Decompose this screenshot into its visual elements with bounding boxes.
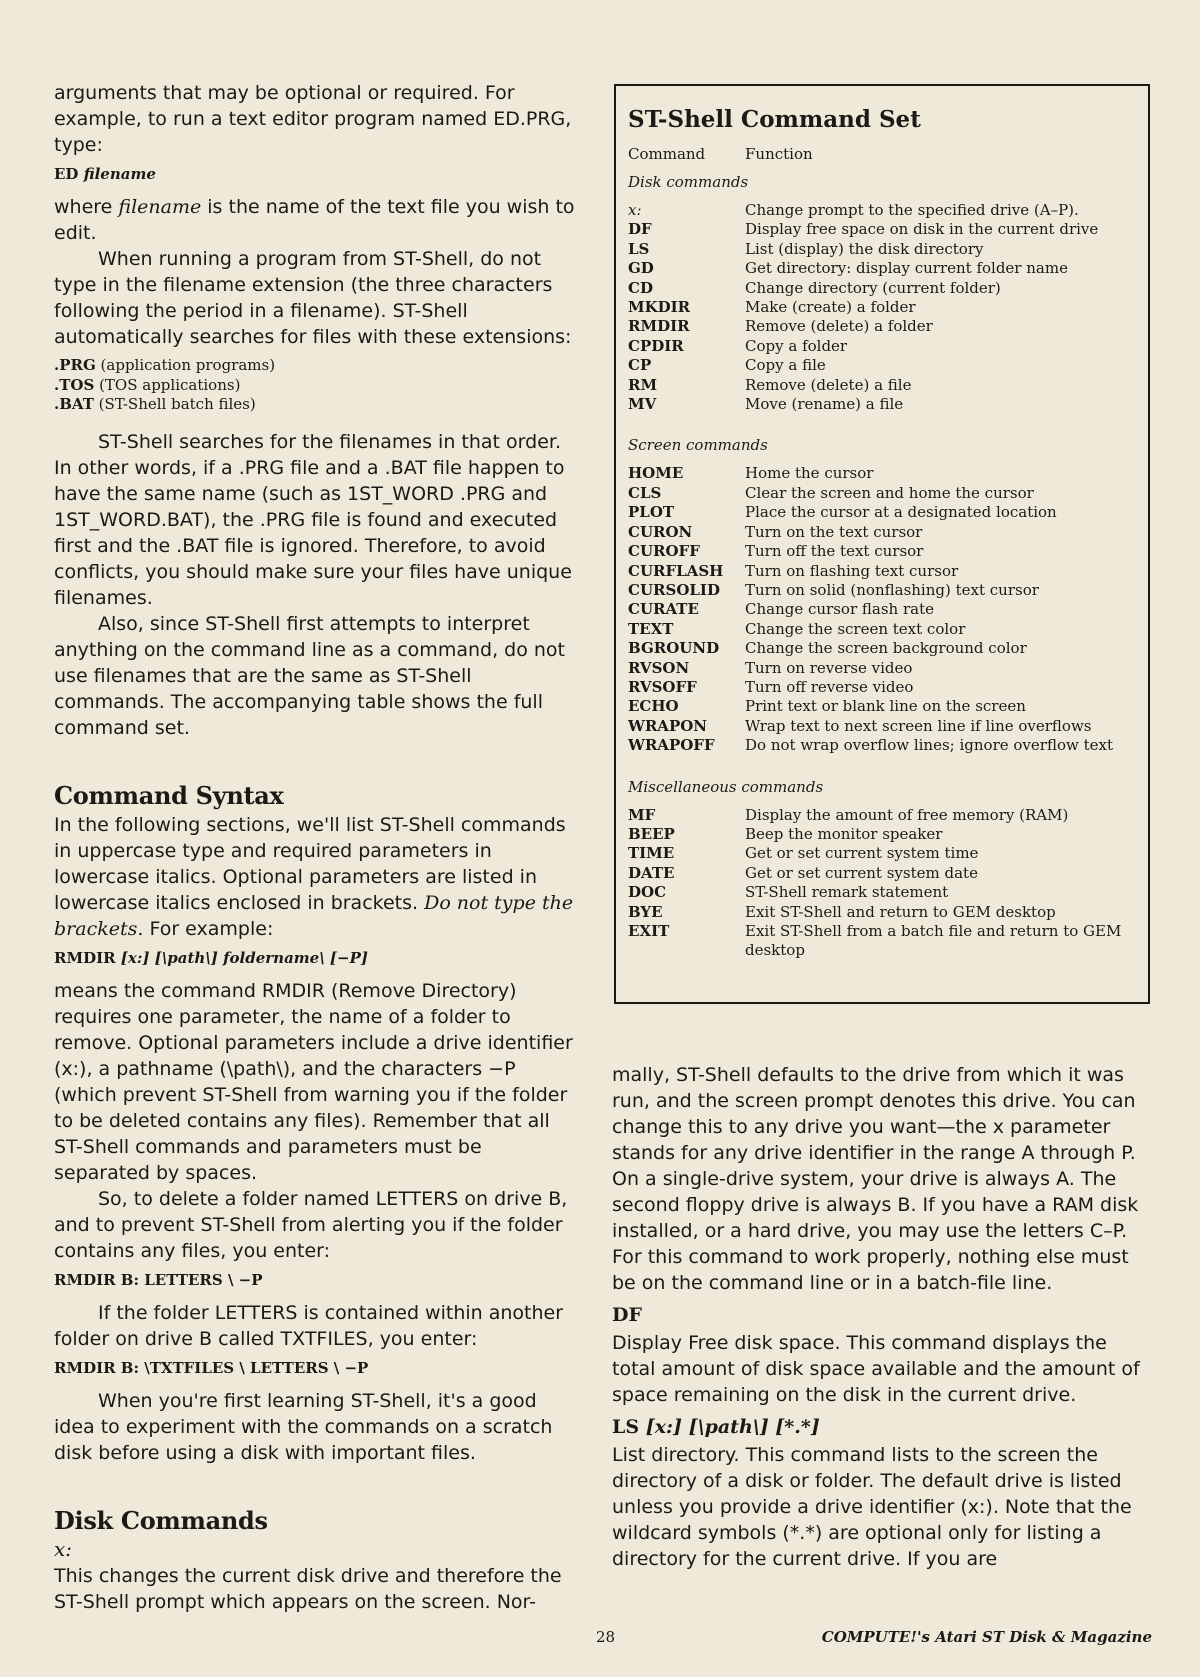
command-name: CPDIR (628, 336, 684, 355)
command-name: WRAPON (628, 716, 708, 735)
paragraph: If the folder LETTERS is contained within another folder on drive B called TXTFILES, you enter: (54, 1301, 564, 1350)
command-row (628, 279, 1136, 298)
right-column (612, 1062, 1147, 1572)
command-name: HOME (628, 464, 684, 483)
command-name: DF (628, 220, 652, 239)
command-row (628, 201, 1136, 220)
command-name: DATE (628, 863, 675, 882)
command-description: Change cursor flash rate (745, 600, 934, 619)
command-description: Turn off the text cursor (745, 542, 924, 561)
command-row (628, 337, 1136, 356)
command-row (628, 736, 1136, 755)
command-description: Turn off reverse video (745, 677, 914, 696)
command-description: ST-Shell remark statement (745, 883, 949, 902)
command-name: TIME (628, 844, 675, 863)
section-heading: Command Syntax (54, 780, 284, 810)
command-name: BEEP (628, 824, 675, 843)
extension-item: .TOS (TOS applications) (54, 375, 241, 394)
code-example: RMDIR B: LETTERS \ −P (54, 1270, 263, 1289)
paragraph: This changes the current disk drive and therefore the ST-Shell prompt which appears on the screen. Nor- (54, 1564, 562, 1613)
command-description: Change the screen text color (745, 619, 966, 638)
magazine-name: COMPUTE!'s Atari ST Disk & Magazine (821, 1628, 1152, 1646)
command-row (628, 883, 1136, 902)
subheading: DF (612, 1304, 642, 1326)
section-heading: Disk Commands (54, 1505, 268, 1535)
command-name: CLS (628, 483, 662, 502)
command-name: RMDIR (628, 317, 690, 336)
command-row (628, 697, 1136, 716)
code-example: RMDIR B: \TXTFILES \ LETTERS \ −P (54, 1358, 369, 1377)
command-row (628, 903, 1136, 922)
command-description: Change prompt to the specified drive (A–P). (745, 201, 1079, 219)
command-row (628, 922, 1136, 961)
command-name: ECHO (628, 697, 679, 716)
paragraph: means the command RMDIR (Remove Directory) requires one parameter, the name of a folder to remove. Optional parameters include a drive identifier (x:), a pathname (\path\), and the characters −P (which prevent ST-Shell from warning you if the folder to be deleted contains any files). Remember that all ST-Shell commands and parameters must be separated by spaces. (54, 979, 573, 1184)
paragraph: In the following sections, we'll list ST-Shell commands in uppercase type and required parameters in lowercase italics. Optional parameters are listed in lowercase italics enclosed in brackets. Do not type the brackets. For example: (54, 813, 574, 940)
command-row (628, 581, 1136, 600)
command-row (628, 395, 1136, 414)
command-row (628, 503, 1136, 522)
command-description: Turn on the text cursor (745, 522, 923, 541)
command-description: Clear the screen and home the cursor (745, 483, 1034, 502)
section-title: Screen commands (628, 436, 768, 455)
command-row (628, 825, 1136, 844)
command-description: Exit ST-Shell from a batch file and return to GEM desktop (745, 922, 1122, 960)
command-name: MF (628, 805, 656, 824)
command-row (628, 542, 1136, 561)
command-row (628, 806, 1136, 825)
command-row (628, 659, 1136, 678)
command-row (628, 298, 1136, 317)
command-description: Change the screen background color (745, 639, 1027, 658)
code-example: RMDIR [x:] [\path\] foldername\ [−P] (54, 948, 368, 967)
command-set-table (614, 84, 1150, 1004)
paragraph: So, to delete a folder named LETTERS on drive B, and to prevent ST-Shell from alerting you if the folder contains any files, you enter: (54, 1187, 568, 1262)
command-name: RM (628, 375, 658, 394)
command-name: RVSOFF (628, 677, 697, 696)
command-row (628, 562, 1136, 581)
extension-item: .PRG (application programs) (54, 356, 276, 374)
command-name: CURATE (628, 600, 699, 619)
command-row (628, 464, 1136, 483)
command-description: Move (rename) a file (745, 395, 904, 414)
command-name: CUROFF (628, 542, 700, 561)
paragraph: ST-Shell searches for the filenames in that order. In other words, if a .PRG file and a .BAT file happen to have the same name (such as 1ST_WORD .PRG and 1ST_WORD.BAT), the .PRG file is found and executed first and the .BAT file is ignored. Therefore, to avoid conflicts, you should make sure your files have unique filenames. (54, 430, 572, 609)
command-description: Home the cursor (745, 464, 874, 483)
command-description: Turn on flashing text cursor (745, 561, 959, 580)
command-description: Do not wrap overflow lines; ignore overflow text (745, 736, 1113, 755)
command-description: Wrap text to next screen line if line overflows (745, 716, 1092, 735)
command-row (628, 844, 1136, 863)
command-row (628, 240, 1136, 259)
extension-list (54, 356, 576, 415)
command-description: Make (create) a folder (745, 298, 916, 317)
command-name: BGROUND (628, 639, 720, 658)
command-description: Remove (delete) a file (745, 375, 912, 394)
command-description: Turn on solid (nonflashing) text cursor (745, 580, 1039, 599)
code-example: ED filename (54, 165, 156, 183)
command-name: MKDIR (628, 298, 691, 317)
command-row (628, 317, 1136, 336)
command-description: Copy a file (745, 356, 826, 375)
subheading: LS [x:] [\path\] [*.*] (612, 1416, 820, 1438)
paragraph: When you're first learning ST-Shell, it's a good idea to experiment with the commands on a scratch disk before using a disk with important files. (54, 1389, 553, 1464)
extension-item: .BAT (ST-Shell batch files) (54, 395, 256, 413)
command-name: PLOT (628, 503, 675, 522)
left-column (54, 80, 576, 1615)
command-name: GD (628, 259, 654, 278)
command-row (628, 220, 1136, 239)
paragraph: arguments that may be optional or required. For example, to run a text editor program named ED.PRG, type: (54, 82, 572, 156)
command-name: CURSOLID (628, 580, 720, 599)
command-description: List (display) the disk directory (745, 239, 984, 258)
command-row (628, 864, 1136, 883)
command-name: CURFLASH (628, 561, 724, 580)
command-row (628, 639, 1136, 658)
command-name: TEXT (628, 619, 674, 638)
command-description: Beep the monitor speaker (745, 824, 943, 843)
command-row (628, 376, 1136, 395)
command-row (628, 678, 1136, 697)
command-name: CD (628, 278, 653, 297)
table-header: Command Function (628, 145, 813, 163)
command-row (628, 259, 1136, 278)
command-name: WRAPOFF (628, 736, 715, 755)
table-title: ST-Shell Command Set (628, 106, 921, 133)
command-description: Get or set current system time (745, 844, 979, 863)
command-row (628, 523, 1136, 542)
command-name: MV (628, 395, 657, 414)
command-name: CP (628, 356, 652, 375)
command-name: DOC (628, 883, 667, 902)
command-description: Display free space on disk in the current drive (745, 220, 1099, 239)
command-name: LS (628, 239, 650, 258)
paragraph: When running a program from ST-Shell, do not type in the filename extension (the three characters following the period in a filename). ST-Shell automatically searches for files with these extensions: (54, 248, 572, 348)
command-description: Place the cursor at a designated location (745, 503, 1057, 522)
command-row (628, 484, 1136, 503)
command-sections (628, 173, 1136, 961)
command-description: Exit ST-Shell and return to GEM desktop (745, 902, 1056, 921)
command-name: x: (628, 201, 642, 219)
command-description: Turn on reverse video (745, 658, 913, 677)
command-description: Change directory (current folder) (745, 278, 1001, 297)
command-row (628, 600, 1136, 619)
page-number: 28 (596, 1628, 616, 1646)
subheading: x: (54, 1536, 73, 1561)
command-name: BYE (628, 902, 663, 921)
command-description: Get directory: display current folder name (745, 259, 1068, 278)
paragraph: Also, since ST-Shell first attempts to interpret anything on the command line as a command, do not use filenames that are the same as ST-Shell commands. The accompanying table shows the full command set. (54, 612, 565, 739)
command-name: CURON (628, 522, 693, 541)
paragraph: List directory. This command lists to the screen the directory of a disk or folder. The default drive is listed unless you provide a drive identifier (x:). Note that the wildcard symbols (*.*) are optional only for listing a directory for the current drive. If you are (612, 1444, 1132, 1570)
section-title: Miscellaneous commands (628, 777, 824, 796)
command-row (628, 717, 1136, 736)
command-name: RVSON (628, 658, 690, 677)
command-name: EXIT (628, 922, 670, 940)
command-description: Copy a folder (745, 336, 848, 355)
command-description: Display the amount of free memory (RAM) (745, 805, 1069, 824)
section-title: Disk commands (628, 173, 749, 191)
paragraph: where filename is the name of the text file you wish to edit. (54, 196, 575, 244)
paragraph: mally, ST-Shell defaults to the drive from which it was run, and the screen prompt denotes this drive. You can change this to any drive you want—the x parameter stands for any drive identifier in the range A through P. On a single-drive system, your drive is always A. The second floppy drive is always B. If you have a RAM disk installed, or a hard drive, you may use the letters C–P. For this command to work properly, nothing else must be on the command line or in a batch-file line. (612, 1064, 1139, 1294)
command-row (628, 620, 1136, 639)
command-row (628, 356, 1136, 375)
paragraph: Display Free disk space. This command displays the total amount of disk space available and the amount of space remaining on the disk in the current drive. (612, 1332, 1140, 1406)
command-description: Remove (delete) a folder (745, 317, 933, 336)
command-description: Get or set current system date (745, 863, 978, 882)
command-description: Print text or blank line on the screen (745, 697, 1026, 716)
